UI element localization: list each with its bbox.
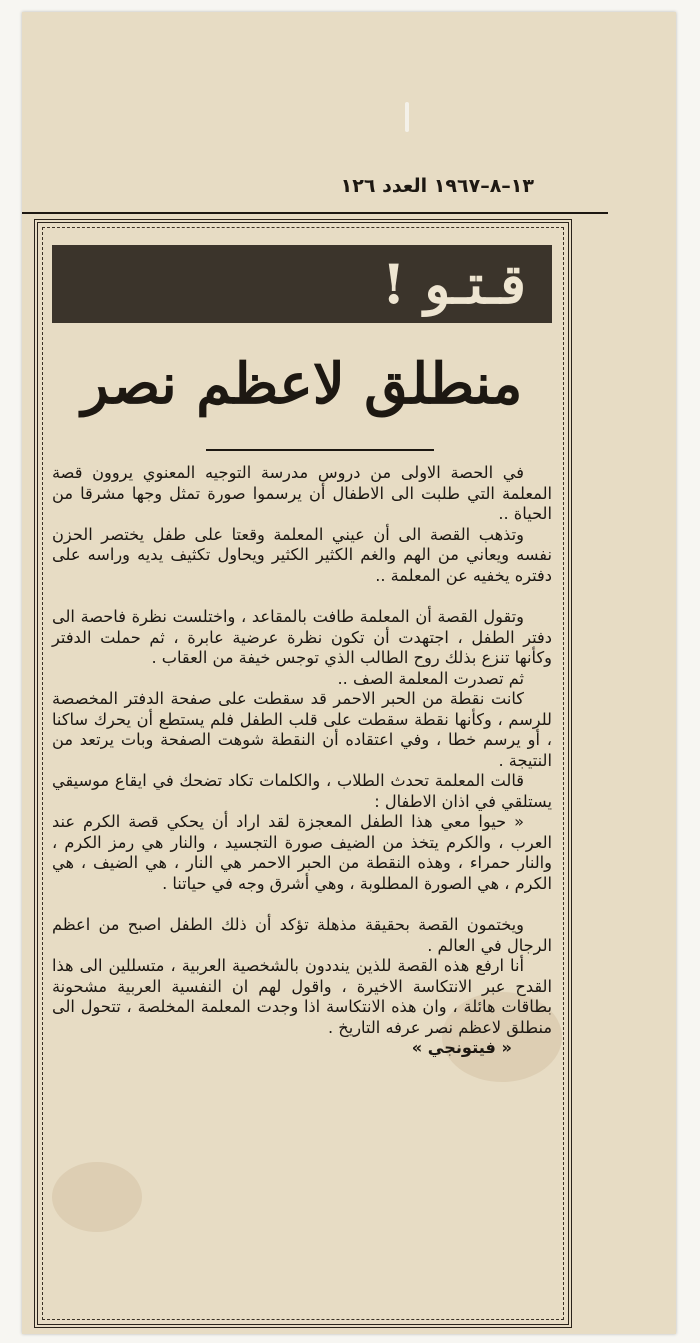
paragraph: قالت المعلمة تحدث الطلاب ، والكلمات تكاد تضحك في ايقاع موسيقي يستلقي في اذان الاطفال : xyxy=(52,771,552,811)
paragraph: ثم تصدرت المعلمة الصف .. xyxy=(337,668,524,688)
top-rule xyxy=(22,212,608,214)
column-title: قـتـو ! xyxy=(381,252,526,316)
column-banner xyxy=(52,245,552,323)
paragraph: ويختمون القصة بحقيقة مذهلة تؤكد أن ذلك الطفل اصبح من اعظم الرجال في العالم . xyxy=(52,915,552,955)
paragraph: وتذهب القصة الى أن عيني المعلمة وقعتا على طفل يختصر الحزن نفسه ويعاني من الهم والغم الكثير الكثير ويحاول تكثيف يديه وراسه على دفتره يخفيه عن المعلمة .. xyxy=(52,524,552,585)
article-body xyxy=(52,463,552,1059)
article-headline: منطلق لاعظم نصر xyxy=(81,351,523,417)
author-signature: « فيتونجي » xyxy=(411,1038,512,1057)
newspaper-clipping xyxy=(22,12,676,1334)
paragraph: « حيوا معي هذا الطفل المعجزة لقد اراد أن يحكي قصة الكرم عند العرب ، والكرم يتخذ من الضيف صورة التجسيد ، والنار هي رمز الكرم ، والنار حمراء ، وهذه النقطة من الحبر الاحمر هي النار ، هي الضيف ، هي الكرم ، هي الصورة المطلوبة ، وهي أشرق وجه في حياتنا . xyxy=(52,812,552,893)
paragraph: أنا ارفع هذه القصة للذين ينددون بالشخصية العربية ، متسللين الى هذا القدح عبر الانتكاسة الاخيرة ، واقول لهم ان النفسية العربية مشحونة بطاقات هائلة ، وان هذه الانتكاسة اذا وجدت المعلمة المخلصة ، تتحول الى منطلق لاعظم نصر عرفه التاريخ . xyxy=(52,956,552,1037)
paragraph: وتقول القصة أن المعلمة طافت بالمقاعد ، واختلست نظرة فاحصة الى دفتر الطفل ، اجتهدت أن تكون نظرة عرضية عابرة ، ثم حملت الدفتر وكأنها تنزع بذلك روح الطالب الذي توجس خيفة من العقاب . xyxy=(52,607,552,667)
headline-rule xyxy=(206,449,434,451)
dateline: ١٣–٨–١٩٦٧ العدد ١٢٦ xyxy=(340,175,534,197)
paragraph: كانت نقطة من الحبر الاحمر قد سقطت على صفحة الدفتر المخصصة للرسم ، وكأنها نقطة سقطت على قلب الطفل فلم يستطع أن يحرك ساكنا ، أو يرسم خطا ، وفي اعتقاده أن النقطة شوهت الصفحة وبات يرتعد من النتيجة . xyxy=(52,689,552,770)
paper-tear xyxy=(405,102,409,132)
paragraph: في الحصة الاولى من دروس مدرسة التوجيه المعنوي يروون قصة المعلمة التي طلبت الى الاطفال أن يرسموا صورة تمثل وجها مشرقا من الحياة .. xyxy=(52,463,552,523)
article-frame xyxy=(34,219,572,1328)
